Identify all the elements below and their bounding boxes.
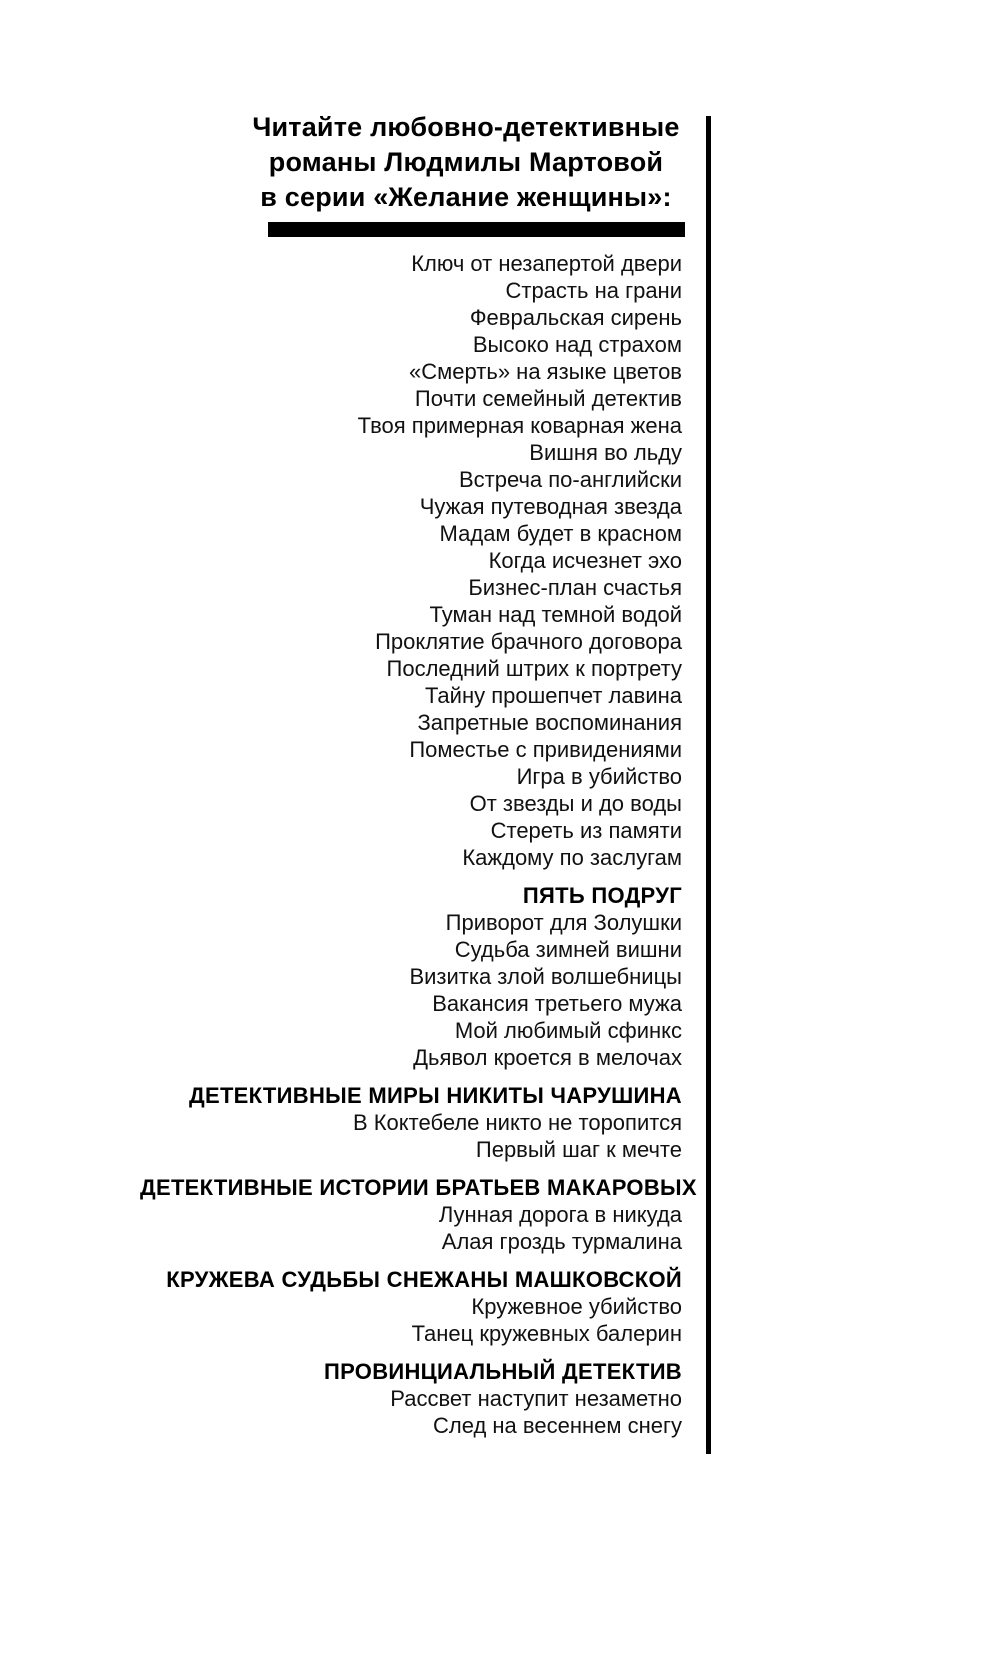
book-title: Твоя примерная коварная жена bbox=[357, 413, 682, 438]
book-title: Бизнес-план счастья bbox=[468, 575, 682, 600]
book-title: Когда исчезнет эхо bbox=[488, 548, 682, 573]
book-title: Визитка злой волшебницы bbox=[409, 964, 682, 989]
vertical-rule bbox=[706, 116, 711, 1454]
book-title: Последний штрих к портрету bbox=[386, 656, 682, 681]
book-title: В Коктебеле никто не торопится bbox=[352, 1110, 682, 1135]
book-title: Кружевное убийство bbox=[471, 1294, 682, 1319]
book-title: Высоко над страхом bbox=[472, 332, 682, 357]
book-title: «Смерть» на языке цветов bbox=[409, 359, 682, 384]
book-title: Февральская сирень bbox=[469, 305, 682, 330]
book-list bbox=[140, 250, 697, 1439]
book-title: Встреча по-английски bbox=[458, 467, 682, 492]
section-heading: ПРОВИНЦИАЛЬНЫЙ ДЕТЕКТИВ bbox=[323, 1359, 682, 1384]
book-title: Тайну прошепчет лавина bbox=[424, 683, 682, 708]
book-title: Страсть на грани bbox=[505, 278, 682, 303]
section-heading: КРУЖЕВА СУДЬБЫ СНЕЖАНЫ МАШКОВСКОЙ bbox=[166, 1267, 682, 1292]
book-title: Почти семейный детектив bbox=[414, 386, 682, 411]
book-title: Поместье с привидениями bbox=[409, 737, 682, 762]
book-title: Алая гроздь турмалина bbox=[441, 1229, 682, 1254]
book-title: Проклятие брачного договора bbox=[375, 629, 682, 654]
book-title: Туман над темной водой bbox=[429, 602, 682, 627]
book-title: От звезды и до воды bbox=[469, 791, 682, 816]
book-title: Ключ от незапертой двери bbox=[411, 251, 682, 276]
section-heading: ДЕТЕКТИВНЫЕ МИРЫ НИКИТЫ ЧАРУШИНА bbox=[189, 1083, 682, 1108]
series-header bbox=[248, 110, 684, 215]
section-heading: ДЕТЕКТИВНЫЕ ИСТОРИИ БРАТЬЕВ МАКАРОВЫХ bbox=[140, 1175, 697, 1200]
book-title: Дьявол кроется в мелочах bbox=[413, 1045, 682, 1070]
book-title: Игра в убийство bbox=[516, 764, 682, 789]
book-title: Запретные воспоминания bbox=[417, 710, 682, 735]
book-title: Стереть из памяти bbox=[490, 818, 682, 843]
book-title: Судьба зимней вишни bbox=[454, 937, 682, 962]
book-title: Вишня во льду bbox=[529, 440, 682, 465]
series-header-line-3: в серии «Желание женщины»: bbox=[260, 182, 672, 212]
book-title: Чужая путеводная звезда bbox=[419, 494, 682, 519]
book-title: Лунная дорога в никуда bbox=[438, 1202, 682, 1227]
book-title: Приворот для Золушки bbox=[445, 910, 682, 935]
book-title: Первый шаг к мечте bbox=[475, 1137, 682, 1162]
series-header-line-1: Читайте любовно-детективные bbox=[252, 112, 680, 142]
book-title: Вакансия третьего мужа bbox=[432, 991, 682, 1016]
book-title: Танец кружевных балерин bbox=[411, 1321, 682, 1346]
section-heading: ПЯТЬ ПОДРУГ bbox=[522, 883, 682, 908]
book-title: Рассвет наступит незаметно bbox=[390, 1386, 682, 1411]
book-title: Мадам будет в красном bbox=[439, 521, 682, 546]
series-header-line-2: романы Людмилы Мартовой bbox=[268, 147, 664, 177]
divider-bar bbox=[268, 222, 685, 237]
book-title: Мой любимый сфинкс bbox=[454, 1018, 682, 1043]
book-title: След на весеннем снегу bbox=[432, 1413, 682, 1438]
book-title: Каждому по заслугам bbox=[462, 845, 682, 870]
